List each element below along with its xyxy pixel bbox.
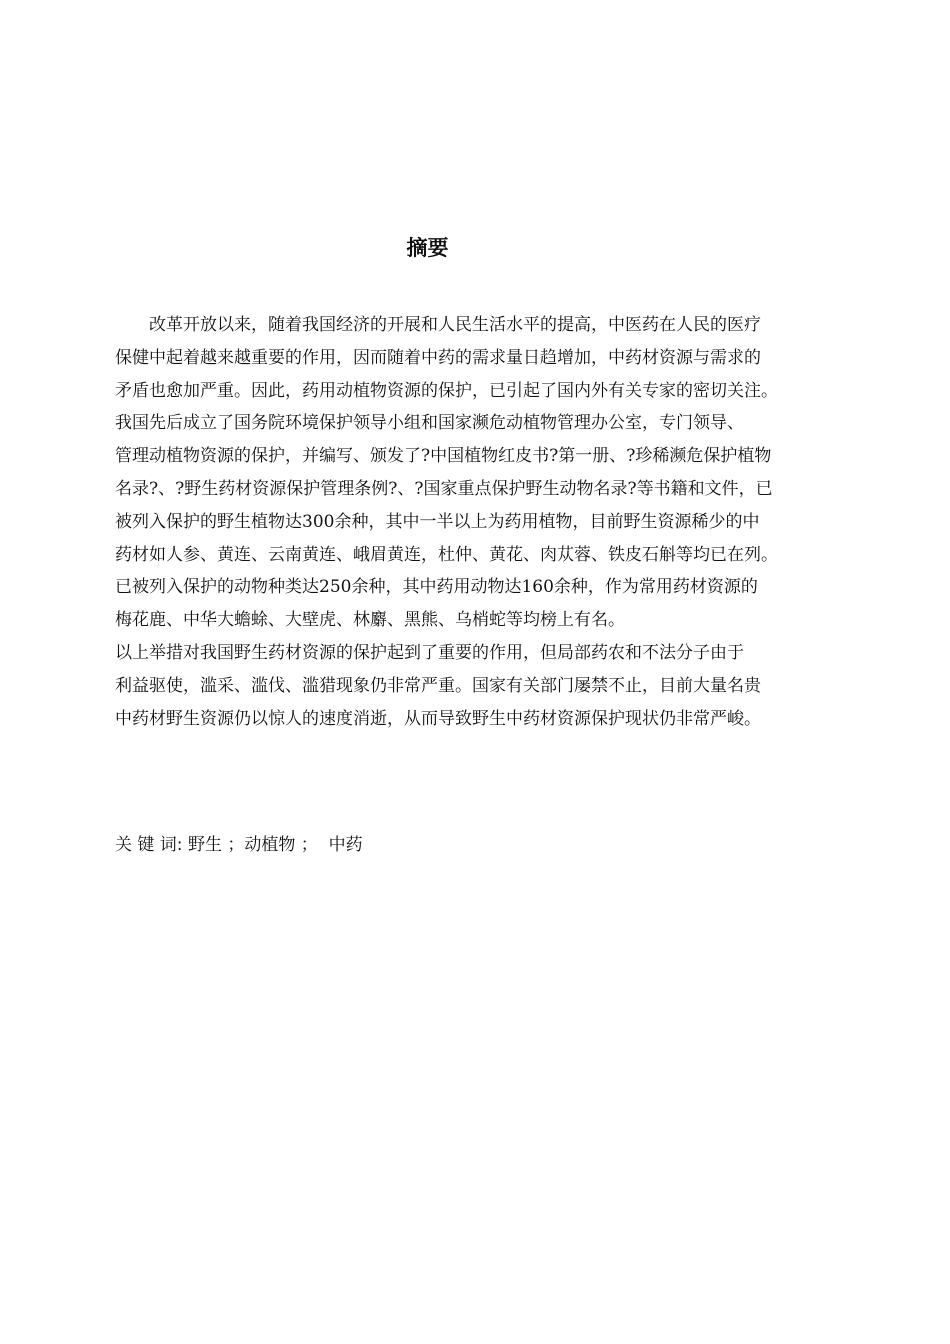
abstract-title: 摘要 [406, 236, 449, 260]
body-line: 药材如人参、黄连、云南黄连、峨眉黄连，杜仲、黄花、肉苁蓉、铁皮石斛等均已在列。 [115, 544, 778, 565]
body-line: 中药材野生资源仍以惊人的速度消逝，从而导致野生中药材资源保护现状仍非常严峻。 [115, 708, 761, 729]
body-line: 名录?、?野生药材资源保护管理条例?、?国家重点保护野生动物名录?等书籍和文件，已 [115, 478, 773, 499]
abstract-body [115, 309, 850, 735]
body-line: 矛盾也愈加严重。因此，药用动植物资源的保护，已引起了国内外有关专家的密切关注。 [115, 380, 778, 401]
keywords-values: 野生 ；动植物 ； 中药 [182, 835, 363, 855]
body-line: 保健中起着越来越重要的作用，因而随着中药的需求量日趋增加，中药材资源与需求的 [115, 347, 761, 368]
body-line: 利益驱使，滥采、滥伐、滥猎现象仍非常严重。国家有关部门屡禁不止，目前大量名贵 [115, 675, 761, 696]
body-line: 梅花鹿、中华大蟾蜍、大壁虎、林麝、黑熊、乌梢蛇等均榜上有名。 [115, 610, 625, 631]
keywords-row [115, 830, 363, 855]
body-line: 管理动植物资源的保护，并编写、颁发了?中国植物红皮书?第一册、?珍稀濒危保护植物 [115, 446, 772, 467]
body-line: 改革开放以来，随着我国经济的开展和人民生活水平的提高，中医药在人民的医疗 [115, 315, 761, 335]
body-line: 以上举措对我国野生药材资源的保护起到了重要的作用，但局部药农和不法分子由于 [115, 642, 744, 663]
body-line: 已被列入保护的动物种类达250余种，其中药用动物达160余种，作为常用药材资源的 [115, 577, 758, 598]
keywords-label: 关 键 词: [115, 835, 183, 855]
body-line: 被列入保护的野生植物达300余种，其中一半以上为药用植物，目前野生资源稀少的中 [115, 511, 760, 532]
body-line: 我国先后成立了国务院环境保护领导小组和国家濒危动植物管理办公室，专门领导、 [115, 413, 744, 434]
